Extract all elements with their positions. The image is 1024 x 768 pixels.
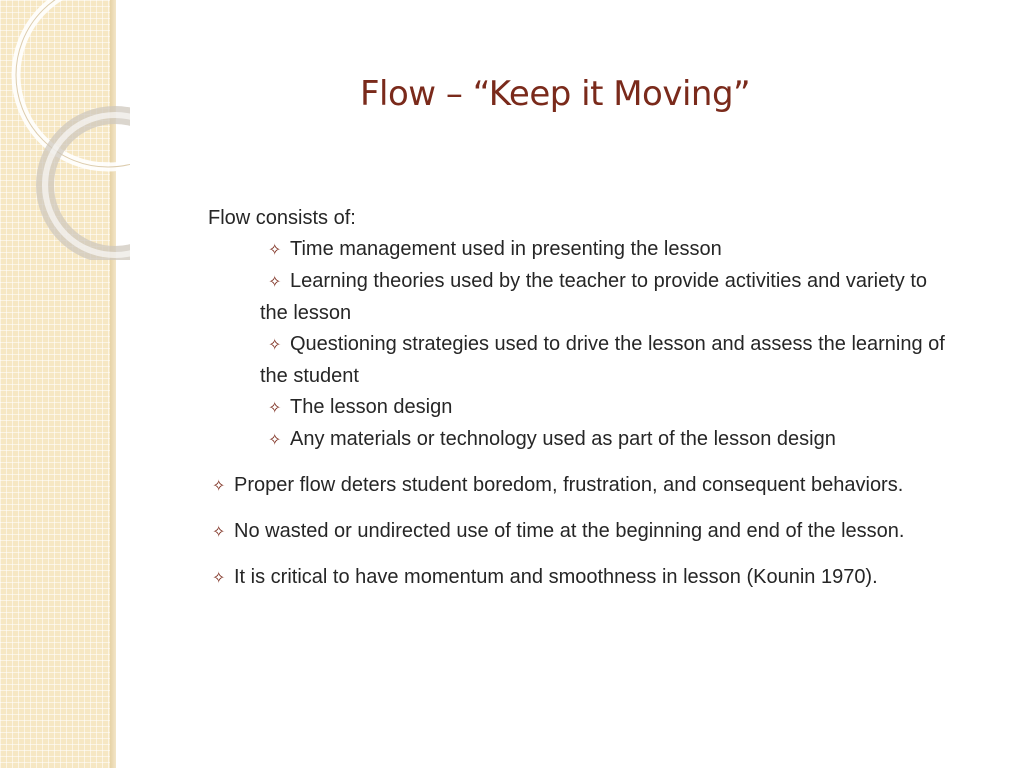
point-item <box>208 562 948 594</box>
sub-bullet-list <box>208 234 948 456</box>
point-text: No wasted or undirected use of time at the beginning and end of the lesson. <box>234 520 905 542</box>
intro-text: Flow consists of: <box>208 207 356 229</box>
point-item <box>208 470 948 502</box>
sub-item <box>208 329 948 392</box>
point-text: It is critical to have momentum and smoothness in lesson (Kounin 1970). <box>234 566 878 588</box>
point-text: Proper flow deters student boredom, frustration, and consequent behaviors. <box>234 474 904 496</box>
decorative-rings-icon <box>0 0 130 260</box>
sub-item <box>208 234 948 266</box>
sub-item <box>208 392 948 424</box>
sub-item-text: Time management used in presenting the lesson <box>290 238 722 260</box>
star-bullet-icon: ✧ <box>268 432 282 449</box>
sub-item <box>208 424 948 456</box>
star-bullet-icon: ✧ <box>268 242 282 259</box>
star-bullet-icon: ✧ <box>268 274 282 291</box>
sub-item-text: Learning theories used by the teacher to provide activities and variety to the lesson <box>260 270 928 324</box>
sub-item-text: The lesson design <box>290 396 453 418</box>
slide-body <box>208 203 948 608</box>
star-bullet-icon: ✧ <box>268 337 282 354</box>
star-bullet-icon: ✧ <box>212 478 226 495</box>
star-bullet-icon: ✧ <box>212 570 226 587</box>
slide-title: Flow – “Keep it Moving” <box>360 74 751 114</box>
star-bullet-icon: ✧ <box>268 400 282 417</box>
point-item <box>208 516 948 548</box>
sub-item-text: Questioning strategies used to drive the lesson and assess the learning of the student <box>260 333 945 387</box>
sub-item-text: Any materials or technology used as part of the lesson design <box>290 428 836 450</box>
sub-item <box>208 266 948 329</box>
star-bullet-icon: ✧ <box>212 524 226 541</box>
